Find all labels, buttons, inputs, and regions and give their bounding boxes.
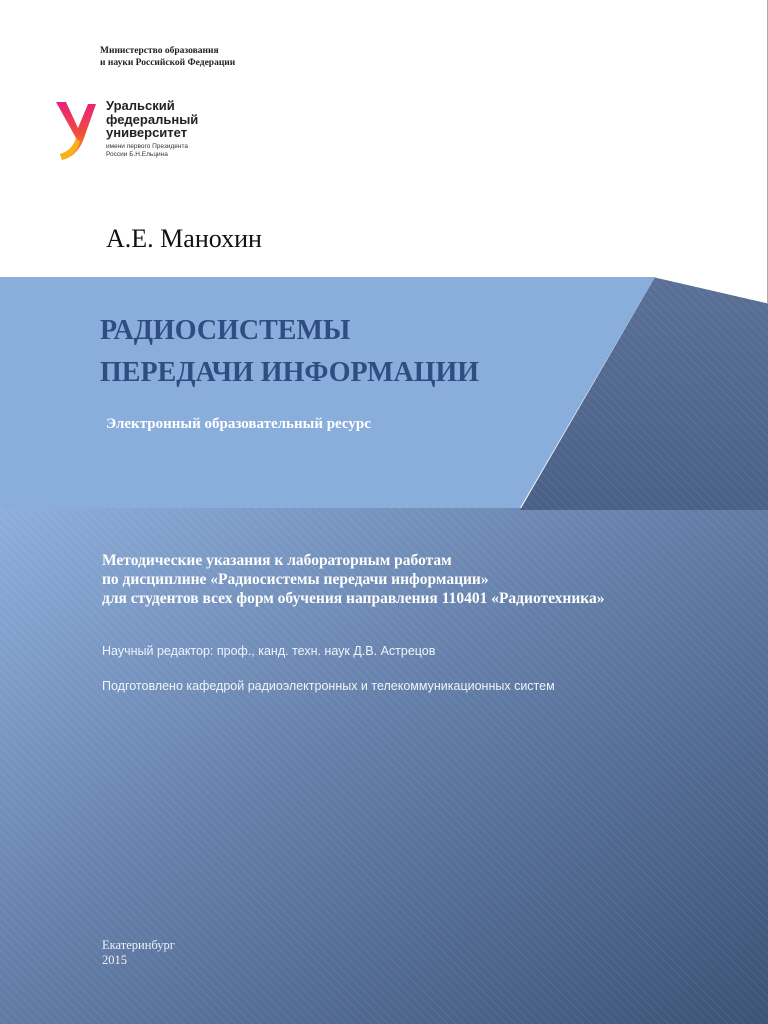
title-line-2: ПЕРЕДАЧИ ИНФОРМАЦИИ [100,357,480,388]
author-name: А.Е. Манохин [106,224,262,253]
description-line-3: для студентов всех форм обучения направления 110401 «Радиотехника» [102,590,605,607]
prepared-by: Подготовлено кафедрой радиоэлектронных и телекоммуникационных систем [102,679,555,693]
university-name [106,99,198,159]
description-line-1: Методические указания к лабораторным работам [102,552,452,569]
logo-name-line-1: Уральский [106,98,175,113]
urfu-logo-icon [54,98,98,162]
publication-city: Екатеринбург [102,938,175,952]
ministry-label [100,45,235,69]
logo-name-line-2: федеральный [106,111,199,127]
scientific-editor: Научный редактор: проф., канд. техн. наук Д.В. Астрецов [102,644,436,658]
book-title [100,310,479,394]
book-subtitle: Электронный образовательный ресурс [106,416,371,432]
university-logo [54,98,214,168]
logo-sub-line-2: России Б.Н.Ельцина [106,150,168,158]
book-description [102,551,605,608]
publication-year: 2015 [102,953,127,967]
ministry-line-2: и науки Российской Федерации [100,58,236,68]
logo-sub-line-1: имени первого Президента [106,142,189,150]
title-line-1: РАДИОСИСТЕМЫ [100,315,351,346]
logo-name-line-3: университет [106,125,188,140]
ministry-line-1: Министерство образования [100,46,219,56]
description-line-2: по дисциплине «Радиосистемы передачи информации» [102,571,489,588]
